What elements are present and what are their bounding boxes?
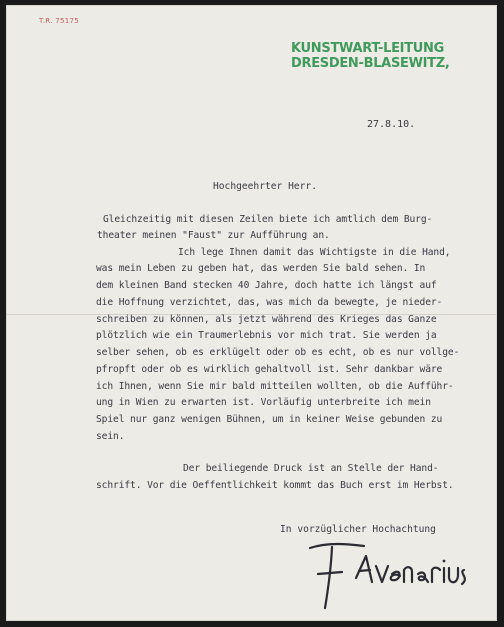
body-line: schrift. Vor die Oeffentlichkeit kommt das Buch erst im Herbst. bbox=[96, 480, 454, 491]
body-line: was mein Leben zu geben hat, das werden Sie bald sehen. In bbox=[96, 263, 426, 274]
letterhead bbox=[291, 41, 491, 71]
body-line: pfropft oder ob es wirklich gehaltvoll ist. Sehr dankbar wäre bbox=[96, 364, 443, 375]
body-line: Gleichzeitig mit diesen Zeilen biete ich amtlich dem Burg- bbox=[103, 214, 433, 225]
letterhead-line-1: KUNSTWART-LEITUNG bbox=[291, 41, 444, 56]
letter-page bbox=[6, 5, 497, 621]
body-line: ung in Wien zu erwarten ist. Vorläufig unterbreite ich mein bbox=[96, 397, 431, 408]
body-line: sein. bbox=[96, 431, 125, 442]
complimentary-close: In vorzüglicher Hochachtung bbox=[280, 524, 436, 535]
archive-stamp: T.R. 75175 bbox=[39, 17, 80, 25]
body-line: dem kleinen Band stecken 40 Jahre, doch hatte ich längst auf bbox=[96, 280, 437, 291]
salutation: Hochgeehrter Herr. bbox=[213, 181, 317, 192]
body-line: Der beiliegende Druck ist an Stelle der Hand- bbox=[183, 463, 439, 474]
body-line: ich Ihnen, wenn Sie mir bald mitteilen wollten, ob die Aufführ- bbox=[96, 381, 454, 392]
body-line: die Hoffnung verzichtet, das, was mich da bewegte, je nieder- bbox=[96, 297, 443, 308]
body-line: plötzlich wie ein Traumerlebnis vor mich trat. Sie werden ja bbox=[96, 330, 437, 341]
body-line: selber sehen, ob es erklügelt oder ob es echt, ob es nur vollge- bbox=[96, 347, 460, 358]
letter-date: 27.8.10. bbox=[367, 119, 416, 130]
body-line: Spiel nur ganz wenigen Bühnen, um in keiner Weise gebunden zu bbox=[96, 414, 443, 425]
body-line: theater meinen "Faust" zur Aufführung an. bbox=[97, 230, 330, 241]
letterhead-line-2: DRESDEN-BLASEWITZ, bbox=[291, 56, 450, 71]
body-line: Ich lege Ihnen damit das Wichtigste in die Hand, bbox=[178, 247, 451, 258]
handwritten-signature bbox=[306, 538, 476, 613]
body-line: schreiben zu können, als jetzt während des Krieges das Ganze bbox=[96, 314, 437, 325]
